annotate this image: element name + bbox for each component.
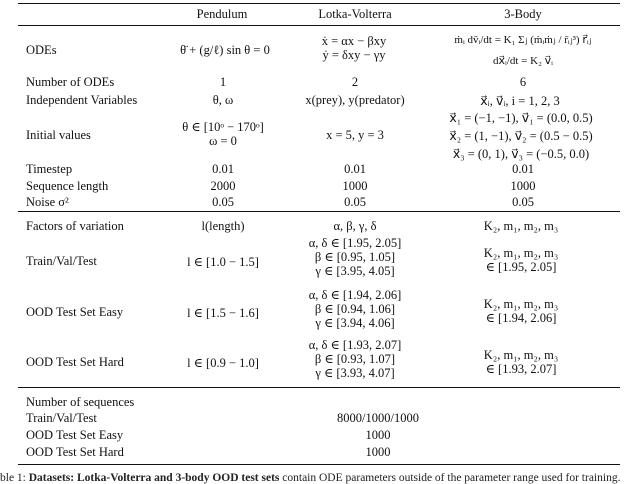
lotka-noise: 0.05 — [344, 195, 366, 209]
3body-ood-easy — [484, 297, 558, 325]
row-label-independent-variables: Independent Variables — [26, 93, 138, 107]
3body-ood-hard — [484, 348, 558, 376]
lotka-factors: α, β, γ, δ — [333, 219, 377, 233]
row-label-num-odes: Number of ODEs — [26, 75, 115, 89]
pendulum-num-odes: 1 — [219, 75, 227, 89]
lotka-initial: x = 5, y = 3 — [326, 128, 384, 142]
pendulum-initial-theta: θ ∈ [10ᵒ − 170ᵒ] — [182, 120, 264, 134]
row-label-train-val-test: Train/Val/Test — [26, 254, 97, 268]
pendulum-seqlen: 2000 — [210, 179, 236, 193]
3body-initial-1: x⃗₁ = (−1, −1), v⃗₁ = (0.0, 0.5) — [449, 111, 593, 125]
header-pendulum: Pendulum — [196, 7, 248, 21]
pendulum-factors: l(length) — [201, 219, 245, 233]
3body-initial — [449, 109, 592, 163]
sequences-label-ood-hard: OOD Test Set Hard — [26, 445, 124, 459]
section-rule-2 — [18, 387, 620, 388]
top-rule — [18, 3, 620, 4]
3body-ode-position: dx⃗ᵢ/dt = K₂ v⃗ᵢ — [493, 55, 553, 67]
bottom-rule — [18, 464, 620, 465]
3body-ood-hard-range: ∈ [1.93, 2.07] — [485, 362, 557, 376]
caption-rest: contain ODE parameters outside of the parameter range used for training. — [279, 472, 621, 484]
section-rule-1 — [18, 211, 620, 212]
lotka-ood-hard-gamma: γ ∈ [3.93, 4.07] — [315, 366, 395, 380]
3body-trainval-range: ∈ [1.95, 2.05] — [485, 260, 557, 274]
row-label-factors: Factors of variation — [26, 219, 124, 233]
pendulum-indep-vars: θ, ω — [212, 93, 234, 107]
sequences-heading: Number of sequences — [26, 395, 135, 409]
sequences-label-trainval: Train/Val/Test — [26, 411, 97, 425]
lotka-trainval — [309, 236, 402, 278]
lotka-seqlen: 1000 — [342, 179, 368, 193]
row-label-ood-easy: OOD Test Set Easy — [26, 305, 124, 319]
pendulum-initial-omega: ω = 0 — [209, 134, 237, 148]
3body-initial-3: x⃗₃ = (0, 1), v⃗₃ = (−0.5, 0.0) — [452, 147, 590, 161]
lotka-ood-easy-gamma: γ ∈ [3.94, 4.06] — [315, 316, 395, 330]
lotka-timestep: 0.01 — [344, 162, 366, 176]
pendulum-timestep: 0.01 — [212, 162, 234, 176]
lotka-ood-hard-beta: β ∈ [0.93, 1.07] — [314, 352, 396, 366]
3body-trainval — [484, 246, 558, 274]
row-label-sequence-length: Sequence length — [26, 179, 109, 193]
pendulum-trainval: l ∈ [1.0 − 1.5] — [187, 255, 259, 269]
table-caption — [0, 472, 620, 484]
3body-timestep: 0.01 — [512, 162, 534, 176]
row-label-timestep: Timestep — [26, 162, 73, 176]
3body-num-odes: 6 — [519, 75, 527, 89]
header-lotka-volterra: Lotka-Volterra — [318, 7, 392, 21]
pendulum-ood-hard: l ∈ [0.9 − 1.0] — [187, 356, 259, 370]
3body-trainval-params: K₂, m₁, m₂, m₃ — [483, 246, 559, 260]
lotka-ode-prey: ẋ = αx − βxy — [321, 34, 387, 48]
lotka-trainval-gamma: γ ∈ [3.95, 4.05] — [315, 264, 395, 278]
3body-indep-vars: x⃗ᵢ, v⃗ᵢ, i = 1, 2, 3 — [480, 94, 560, 108]
3body-ood-easy-params: K₂, m₁, m₂, m₃ — [483, 297, 559, 311]
row-label-odes: ODEs — [26, 43, 57, 57]
lotka-ood-hard — [309, 338, 402, 380]
lotka-num-odes: 2 — [351, 75, 359, 89]
lotka-ood-easy — [309, 288, 402, 330]
3body-ood-hard-params: K₂, m₁, m₂, m₃ — [483, 348, 559, 362]
row-label-noise: Noise σ² — [26, 195, 69, 209]
3body-factors: K₂, m₁, m₂, m₃ — [483, 219, 559, 233]
3body-ood-easy-range: ∈ [1.94, 2.06] — [485, 311, 557, 325]
header-3-body: 3-Body — [504, 7, 542, 21]
pendulum-ode: θ̈ + (g/ℓ) sin θ = 0 — [180, 43, 270, 57]
lotka-ood-easy-beta: β ∈ [0.94, 1.06] — [314, 302, 396, 316]
lotka-trainval-beta: β ∈ [0.95, 1.05] — [314, 250, 396, 264]
sequences-value-ood-hard: 1000 — [365, 445, 391, 459]
3body-initial-2: x⃗₂ = (1, −1), v⃗₂ = (0.5 − 0.5) — [449, 129, 593, 143]
lotka-indep-vars: x(prey), y(predator) — [305, 93, 405, 107]
caption-bold: Datasets: Lotka-Volterra and 3-body OOD test sets — [28, 472, 280, 484]
pendulum-ood-easy: l ∈ [1.5 − 1.6] — [187, 306, 259, 320]
sequences-value-trainval: 8000/1000/1000 — [337, 411, 419, 425]
row-label-ood-hard: OOD Test Set Hard — [26, 355, 124, 369]
lotka-ood-hard-alpha-delta: α, δ ∈ [1.93, 2.07] — [308, 338, 402, 352]
3body-noise: 0.05 — [512, 195, 534, 209]
lotka-ood-easy-alpha-delta: α, δ ∈ [1.94, 2.06] — [308, 288, 402, 302]
sequences-value-ood-easy: 1000 — [365, 428, 391, 442]
caption-prefix: ble 1: — [0, 472, 29, 484]
pendulum-noise: 0.05 — [212, 195, 234, 209]
3body-ode-velocity: ṁᵢ dv̄ᵢ/dt = K₁ Σⱼ (ṁᵢṁⱼ / r̄ᵢⱼ³) r⃗ᵢⱼ — [454, 34, 592, 46]
lotka-ode-predator: ẏ = δxy − γy — [322, 48, 386, 62]
3body-odes — [454, 30, 591, 72]
3body-seqlen: 1000 — [510, 179, 536, 193]
row-label-initial-values: Initial values — [26, 128, 91, 142]
header-rule — [18, 25, 620, 26]
pendulum-initial — [182, 120, 264, 148]
lotka-trainval-alpha-delta: α, δ ∈ [1.95, 2.05] — [308, 236, 402, 250]
sequences-label-ood-easy: OOD Test Set Easy — [26, 428, 124, 442]
lotka-odes — [322, 34, 387, 62]
